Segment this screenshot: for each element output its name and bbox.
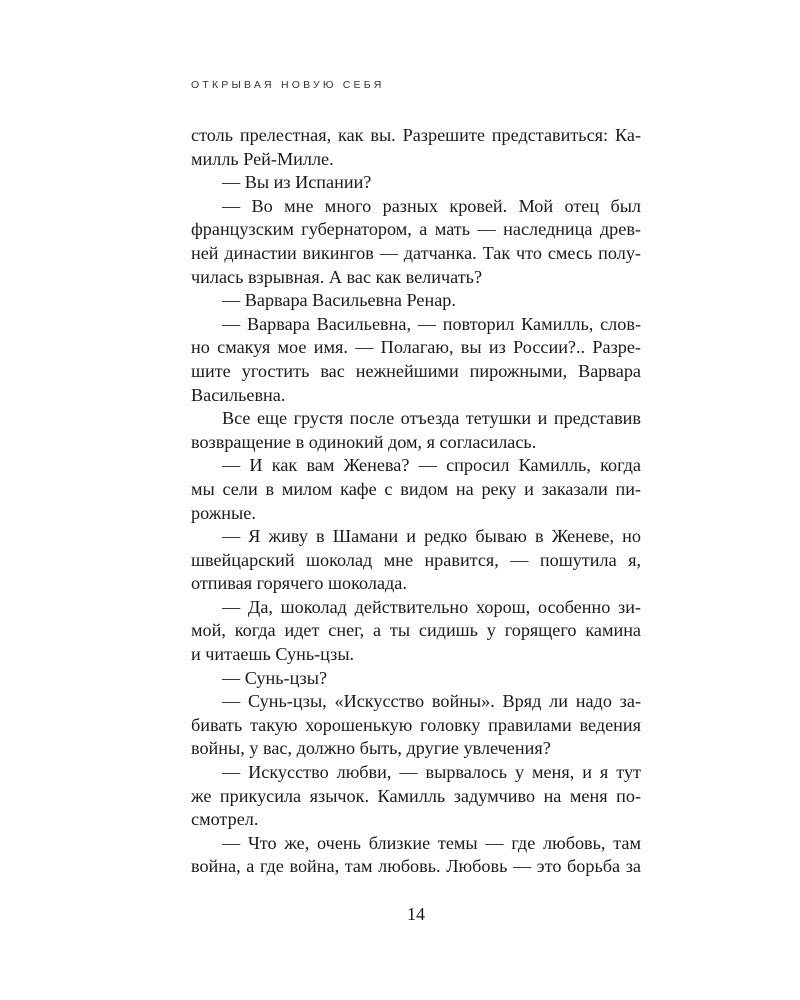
text-line: французским губернатором, а мать — наследница древ- — [191, 219, 641, 240]
text-line: — Сунь-цзы, «Искусство войны». Вряд ли надо за- — [222, 691, 641, 712]
text-line: мы сели в милом кафе с видом на реку и заказали пи- — [191, 478, 641, 499]
text-line: — Искусство любви, — вырвалось у меня, и я тут — [222, 762, 641, 783]
running-head: ОТКРЫВАЯ НОВУЮ СЕБЯ — [191, 79, 385, 91]
text-line: Все еще грустя после отъезда тетушки и представив — [222, 408, 641, 429]
body-text — [191, 124, 641, 879]
page-number: 14 — [407, 904, 425, 924]
text-line: — Что же, очень близкие темы — где любовь, там — [222, 832, 641, 853]
text-line: мой, когда идет снег, а ты сидишь у горящего камина — [191, 620, 641, 641]
text-line: — И как вам Женева? — спросил Камилль, когда — [222, 455, 641, 476]
text-line: — Вы из Испании? — [222, 172, 372, 193]
text-line: чилась взрывная. А вас как величать? — [191, 266, 483, 287]
text-line: шите угостить вас нежнейшими пирожными, Варвара — [191, 360, 641, 381]
text-line: столь прелестная, как вы. Разрешите представиться: Ка- — [191, 125, 641, 145]
text-line: — Я живу в Шамани и редко бываю в Женеве, но — [222, 526, 641, 547]
text-line: но смакуя мое имя. — Полагаю, вы из России?.. Разре- — [191, 337, 641, 358]
text-line: бивать такую хорошенькую головку правилами ведения — [191, 714, 641, 735]
text-line: Васильевна. — [191, 384, 286, 405]
text-line: отпивая горячего шоколада. — [191, 573, 407, 594]
text-line: рожные. — [191, 502, 256, 523]
text-line: ней династии викингов — датчанка. Так что смесь полу- — [191, 242, 641, 263]
text-line: — Во мне много разных кровей. Мой отец был — [222, 195, 641, 216]
text-line: и читаешь Сунь-цзы. — [191, 644, 355, 665]
text-line: — Да, шоколад действительно хорош, особенно зи- — [222, 596, 641, 617]
text-line: война, а где война, там любовь. Любовь — это борьба за — [191, 856, 641, 877]
text-line: возвращение в одинокий дом, я согласилась. — [191, 431, 537, 452]
text-line: швейцарский шоколад мне нравится, — пошутила я, — [191, 549, 641, 570]
text-line: войны, у вас, должно быть, другие увлечения? — [191, 738, 551, 759]
text-line: милль Рей-Милле. — [191, 148, 334, 169]
text-line: — Сунь-цзы? — [222, 667, 328, 688]
text-line: же прикусила язычок. Камилль задумчиво на меня по- — [191, 785, 641, 806]
text-line: — Варвара Васильевна Ренар. — [222, 290, 456, 311]
text-line: смотрел. — [191, 809, 259, 830]
text-line: — Варвара Васильевна, — повторил Камилль, слов- — [222, 313, 641, 334]
